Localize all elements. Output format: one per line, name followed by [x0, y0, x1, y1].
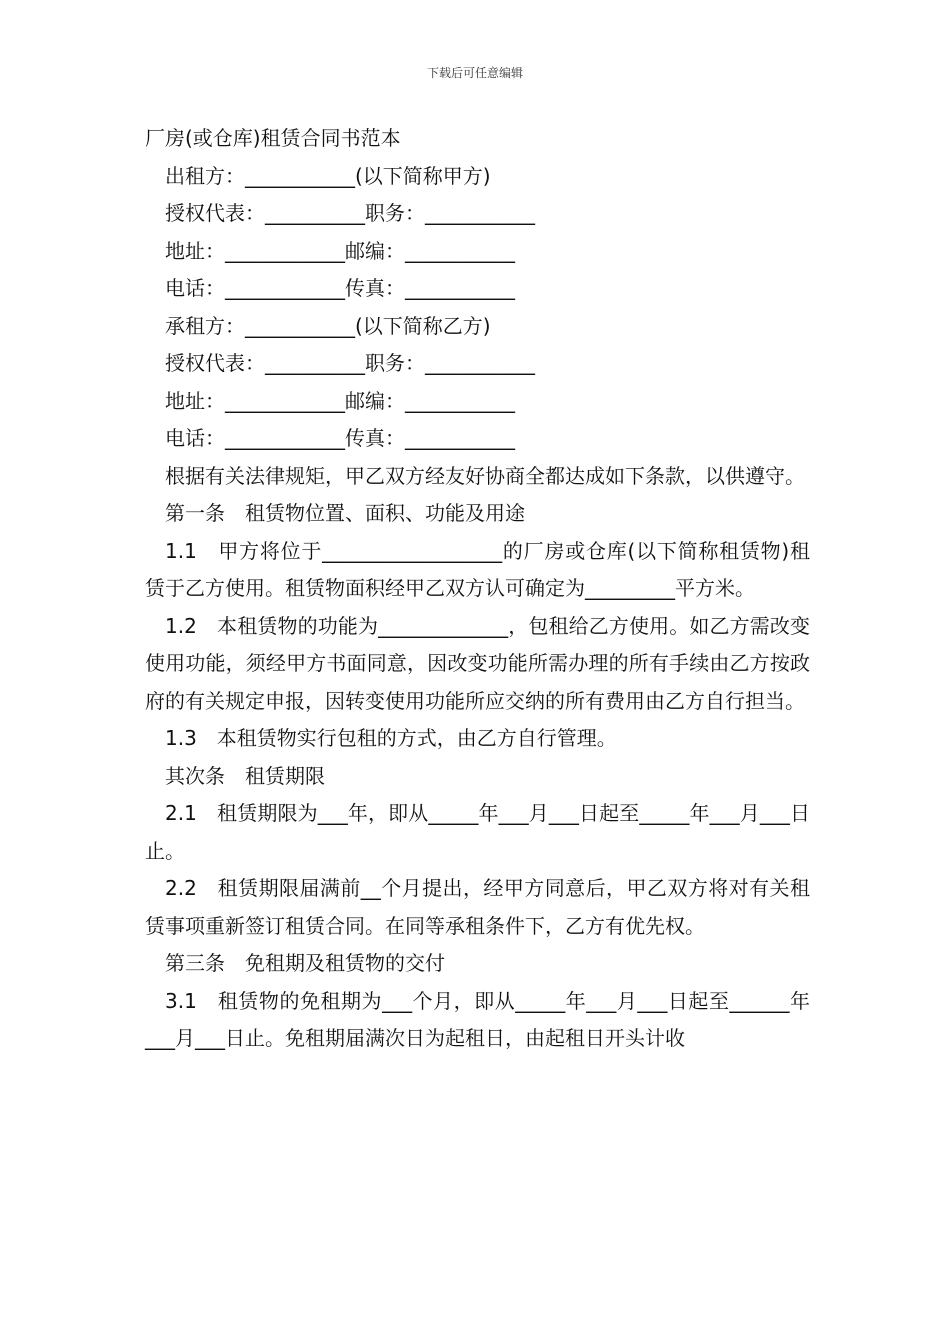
clause-1-1: 1.1 甲方将位于__________________的厂房或仓库(以下简称租赁物)租赁于乙方使用。租赁物面积经甲乙双方认可确定为_________平方米。: [145, 538, 810, 600]
lessee-phone: 电话：____________传真：___________: [165, 426, 515, 450]
lessee-representative: 授权代表：__________职务：___________: [165, 351, 535, 375]
clause-1-2: 1.2 本租赁物的功能为_____________，包租给乙方使用。如乙方需改变使用功能，须经甲方书面同意，因改变功能所需办理的所有手续由乙方按政府的有关规定申报，因转变使用功能所应交纳的所有费用由乙方自行担当。: [145, 613, 810, 713]
lessor-phone: 电话：____________传真：___________: [165, 276, 515, 300]
contract-document: [145, 120, 810, 1058]
lessor-representative: 授权代表：__________职务：___________: [165, 201, 535, 225]
document-title: 厂房(或仓库)租赁合同书范本: [145, 126, 401, 150]
article-2-heading: 其次条 租赁期限: [165, 763, 325, 788]
page-header: 下载后可任意编辑: [426, 66, 523, 80]
clause-3-1: 3.1 租赁物的免租期为___个月，即从_____年___月___日起至______年___月___日止。免租期届满次日为起租日，由起租日开头计收: [145, 988, 810, 1050]
clause-1-3: 1.3 本租赁物实行包租的方式，由乙方自行管理。: [165, 726, 617, 750]
article-3-heading: 第三条 免租期及租赁物的交付: [165, 951, 445, 975]
lessor-party: 出租方：___________(以下简称甲方): [165, 163, 491, 188]
lessee-party: 承租方：___________(以下简称乙方): [165, 313, 491, 338]
intro-paragraph: 根据有关法律规矩，甲乙双方经友好协商全都达成如下条款，以供遵守。: [165, 463, 805, 488]
article-1-heading: 第一条 租赁物位置、面积、功能及用途: [165, 501, 525, 525]
lessee-address: 地址：____________邮编：___________: [165, 388, 515, 413]
clause-2-2: 2.2 租赁期限届满前__个月提出，经甲方同意后，甲乙双方将对有关租赁事项重新签订租赁合同。在同等承租条件下，乙方有优先权。: [145, 876, 810, 938]
clause-2-1: 2.1 租赁期限为___年，即从_____年___月___日起至_____年___月___日止。: [145, 801, 810, 863]
lessor-address: 地址：____________邮编：___________: [165, 238, 515, 263]
